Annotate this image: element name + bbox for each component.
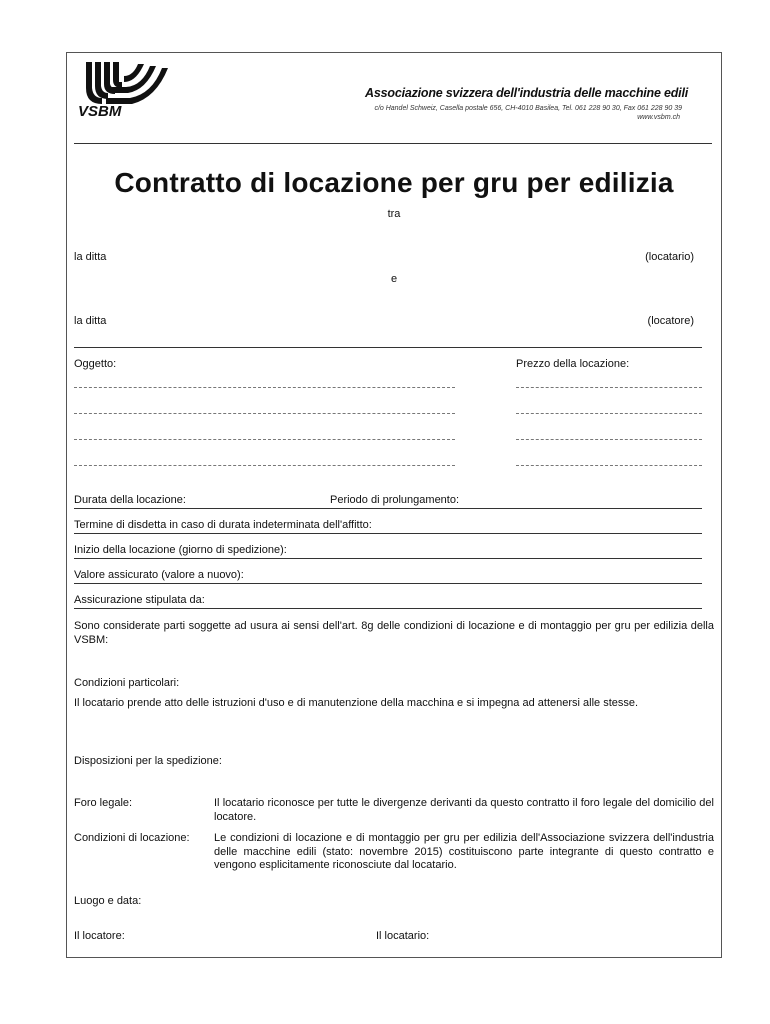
association-name: Associazione svizzera dell'industria delle macchine edili [365,86,688,100]
and-word: e [390,273,398,285]
role-lessee: (locatario) [645,251,694,263]
document-title: Contratto di locazione per gru per edilizia [114,167,674,198]
extension-label: Periodo di prolungamento: [330,494,460,506]
insurance-field[interactable] [74,608,702,609]
association-website: www.vsbm.ch [637,114,680,121]
between-word: tra [387,208,401,220]
notice-label: Termine di disdetta in caso di durata indeterminata dell'affitto: [74,519,372,531]
object-line[interactable] [74,413,455,414]
duration-field[interactable] [74,508,702,509]
lessor-signature-label: Il locatore: [74,930,125,942]
wear-parts-clause: Sono considerate parti soggette ad usura ai sensi dell'art. 8g delle condizioni di locazione e di montaggio per gru per edilizia della VSBM: [74,620,714,646]
price-line[interactable] [516,413,702,414]
notice-field[interactable] [74,533,702,534]
rental-conditions-label: Condizioni di locazione: [74,832,190,844]
price-line[interactable] [516,387,702,388]
rental-conditions-text: Le condizioni di locazione e di montaggio per gru per edilizia dell'Associazione svizzera dell'industria delle macchine edili (stato: novembre 2015) costituiscono parte integrante di questo contratto e vengono esplicitamente riconosciute dal locatario. [214,832,714,871]
lessee-signature-label: Il locatario: [376,930,430,942]
logo-text: VSBM [78,103,122,118]
duration-label: Durata della locazione: [74,494,186,506]
company-label-lessor: la ditta [74,315,107,327]
object-line[interactable] [74,439,455,440]
start-field[interactable] [74,558,702,559]
price-line[interactable] [516,439,702,440]
role-lessor: (locatore) [647,315,694,327]
special-conditions-label: Condizioni particolari: [74,677,180,689]
vsbm-logo [76,58,172,118]
start-label: Inizio della locazione (giorno di spedizione): [74,544,287,556]
special-conditions-text: Il locatario prende atto delle istruzioni d'uso e di manutenzione della macchina e si impegna ad attenersi alle stesse. [74,697,639,709]
shipping-label: Disposizioni per la spedizione: [74,755,222,767]
association-address: c/o Handel Schweiz, Casella postale 656, CH-4010 Basilea, Tel. 061 228 90 30, Fax 061 228 90 39 [374,105,682,112]
price-label: Prezzo della locazione: [516,358,630,370]
object-label: Oggetto: [74,358,117,370]
jurisdiction-label: Foro legale: [74,797,133,809]
place-date-label: Luogo e data: [74,895,142,907]
insured-value-field[interactable] [74,583,702,584]
jurisdiction-text: Il locatario riconosce per tutte le divergenze derivanti da questo contratto il foro legale del domicilio del locatore. [214,797,714,823]
object-line[interactable] [74,387,455,388]
object-line[interactable] [74,465,455,466]
section-divider [74,347,702,348]
header-divider [74,143,712,144]
insured-value-label: Valore assicurato (valore a nuovo): [74,569,244,581]
price-line[interactable] [516,465,702,466]
company-label-lessee: la ditta [74,251,107,263]
insurance-label: Assicurazione stipulata da: [74,594,205,606]
